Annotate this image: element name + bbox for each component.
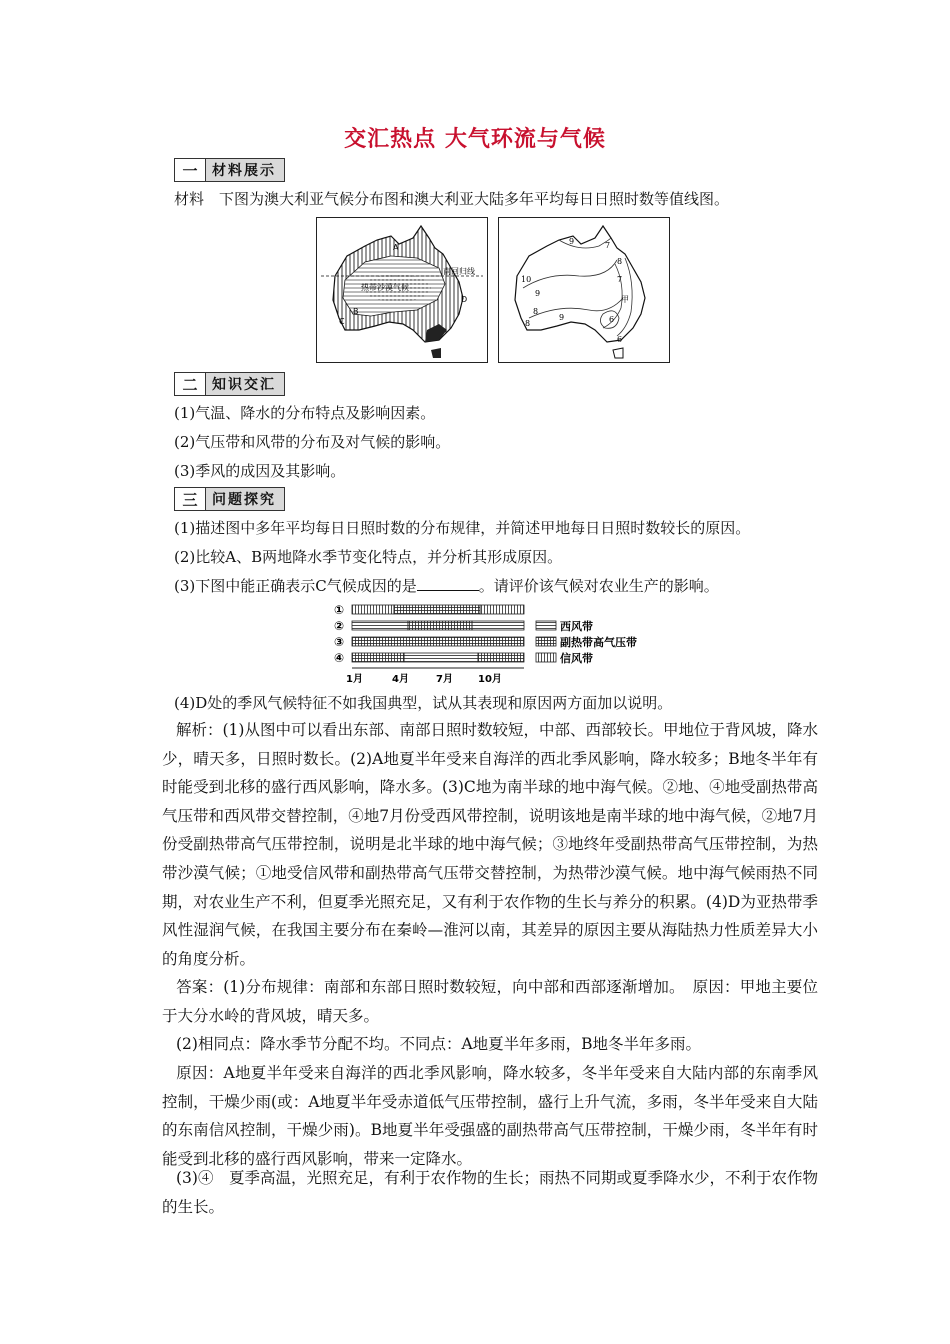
tasmania bbox=[431, 348, 441, 358]
answer-text: (2)相同点：降水季节分配不均。不同点：A地夏半年多雨，B地冬半年多雨。 bbox=[176, 1035, 702, 1053]
month-tick: 1月 bbox=[346, 674, 363, 685]
answer-paragraph-2 bbox=[162, 1030, 818, 1059]
page-title: 交汇热点 大气环流与气候 bbox=[344, 127, 606, 152]
belt-segment bbox=[472, 621, 524, 630]
section-number: 二 bbox=[175, 373, 206, 395]
section-header-questions bbox=[174, 487, 285, 511]
section-number: 一 bbox=[175, 159, 206, 181]
knowledge-item: (3)季风的成因及其影响。 bbox=[174, 462, 346, 480]
analysis-paragraph bbox=[162, 716, 818, 973]
contour-label: 9 bbox=[559, 313, 565, 322]
analysis-text: 解析：(1)从图中可以看出东部、南部日照时数较短，中部、西部较长。甲地位于背风坡，降水少，晴天多，日照时数长。(2)A地夏半年受来自海洋的西北季风影响，降水较多；B地冬半年有时能受到北移的盛行西风影响，降水多。(3)C地为南半球的地中海气候。②地、④地受副热带高气压带和西风带交替控制，④地7月份受西风带控制，说明该地是南半球的地中海气候，②地7月份受副热带高气压带控制，说明是北半球的地中海气候；③地终年受副热带高气压带控制，为热带沙漠气候；①地受信风带和副热带高气压带交替控制，为热带沙漠气候。地中海气候雨热不同期，对农业生产不利，但夏季光照充足，又有利于农作物的生长与养分的积累。(4)D为亚热带季风性湿润气候，在我国主要分布在秦岭—淮河以南，其差异的原因主要从海陆热力性质差异大小的角度分析。 bbox=[162, 721, 818, 968]
section-header-material bbox=[174, 158, 285, 182]
label-desert: 热带沙漠气候 bbox=[361, 283, 409, 292]
question-2: (2)比较A、B两地降水季节变化特点，并分析其形成原因。 bbox=[174, 548, 563, 566]
contour-line bbox=[559, 238, 611, 248]
legend-swatch-trade bbox=[536, 653, 556, 662]
section-number: 三 bbox=[175, 488, 206, 510]
belt-segment bbox=[408, 621, 472, 630]
climate-map-figure bbox=[317, 218, 487, 362]
belt-segment bbox=[480, 605, 524, 614]
legend-label: 西风带 bbox=[560, 620, 593, 633]
legend-label: 信风带 bbox=[560, 652, 593, 665]
contour-label: 6 bbox=[617, 335, 623, 344]
row-label: ② bbox=[334, 619, 345, 633]
contour-label: 8 bbox=[533, 307, 539, 316]
belt-segment bbox=[352, 637, 524, 646]
belt-segment bbox=[352, 621, 408, 630]
belt-segment bbox=[394, 605, 480, 614]
legend-swatch-subtropical bbox=[536, 637, 556, 646]
belt-segment bbox=[352, 653, 404, 662]
question-3 bbox=[174, 576, 814, 596]
knowledge-item: (2)气压带和风带的分布及对气候的影响。 bbox=[174, 433, 451, 451]
australia-outline bbox=[515, 226, 645, 342]
answer-paragraph-2-reason bbox=[162, 1059, 818, 1173]
contour-label: 甲 bbox=[621, 295, 629, 304]
answer-blank bbox=[417, 576, 479, 591]
contour-label: 7 bbox=[617, 275, 623, 284]
section-header-knowledge bbox=[174, 372, 285, 396]
label-d: D bbox=[461, 295, 468, 304]
pressure-belt-chart bbox=[330, 600, 670, 690]
label-tropic: 南回归线 bbox=[443, 267, 475, 276]
section-label: 知识交汇 bbox=[212, 377, 276, 393]
answer-text: (3)④ 夏季高温，光照充足，有利于农作物的生长；雨热不同期或夏季降水少，不利于农作物的生长。 bbox=[162, 1169, 818, 1216]
month-tick: 10月 bbox=[478, 674, 502, 685]
contour-line bbox=[523, 260, 617, 288]
belt-segment bbox=[404, 653, 478, 662]
contour-label: 8 bbox=[617, 257, 623, 266]
answer-text: 原因：A地夏半年受来自海洋的西北季风影响，降水较多，冬半年受来自大陆内部的东南季风控制，干燥少雨(或：A地夏半年受赤道低气压带控制，盛行上升气流，多雨，冬半年受来自大陆的东南信风控制，干燥少雨)。B地夏半年受强盛的副热带高气压带控制，干燥少雨，冬半年有时能受到北移的盛行西风影响，带来一定降水。 bbox=[162, 1064, 818, 1168]
month-tick: 4月 bbox=[392, 674, 409, 685]
contour-label: 9 bbox=[569, 237, 575, 246]
question-1: (1)描述图中多年平均每日日照时数的分布规律，并简述甲地每日日照时数较长的原因。 bbox=[174, 519, 751, 537]
contour-label: 10 bbox=[521, 275, 532, 284]
question-4: (4)D处的季风气候特征不如我国典型，试从其表现和原因两方面加以说明。 bbox=[174, 694, 673, 712]
question-3-text: (3)下图中能正确表示C气候成因的是 bbox=[174, 577, 417, 595]
belt-segment bbox=[352, 605, 394, 614]
row-label: ① bbox=[334, 603, 345, 617]
knowledge-item: (1)气温、降水的分布特点及影响因素。 bbox=[174, 404, 436, 422]
legend-swatch-westerly bbox=[536, 621, 556, 630]
climate-map bbox=[316, 217, 488, 363]
answer-text: 答案：(1)分布规律：南部和东部日照时数较短，向中部和西部逐渐增加。 原因：甲地主要位于大分水岭的背风坡，晴天多。 bbox=[162, 978, 818, 1025]
row-label: ④ bbox=[334, 651, 345, 665]
section-label: 材料展示 bbox=[212, 163, 276, 179]
section-label: 问题探究 bbox=[212, 492, 276, 508]
legend-label: 副热带高气压带 bbox=[560, 636, 637, 649]
answer-paragraph-3 bbox=[162, 1164, 818, 1221]
contour-label: 8 bbox=[525, 319, 531, 328]
material-text: 材料 下图为澳大利亚气候分布图和澳大利亚大陆多年平均每日日照时数等值线图。 bbox=[174, 190, 730, 208]
question-3-text-end: 。请评价该气候对农业生产的影响。 bbox=[478, 577, 719, 595]
label-a: A bbox=[393, 243, 399, 252]
sunshine-map bbox=[498, 217, 670, 363]
label-b: B bbox=[353, 307, 359, 316]
tasmania bbox=[613, 348, 623, 358]
belt-chart-figure bbox=[330, 600, 670, 690]
contour-label: 9 bbox=[535, 289, 541, 298]
contour-label: 7 bbox=[605, 241, 611, 250]
month-tick: 7月 bbox=[436, 674, 453, 685]
label-c: C bbox=[339, 317, 345, 326]
contour-label: 6 bbox=[609, 315, 615, 324]
belt-segment bbox=[478, 653, 524, 662]
sunshine-map-figure bbox=[499, 218, 669, 362]
row-label: ③ bbox=[334, 635, 345, 649]
answer-paragraph-1 bbox=[162, 973, 818, 1030]
